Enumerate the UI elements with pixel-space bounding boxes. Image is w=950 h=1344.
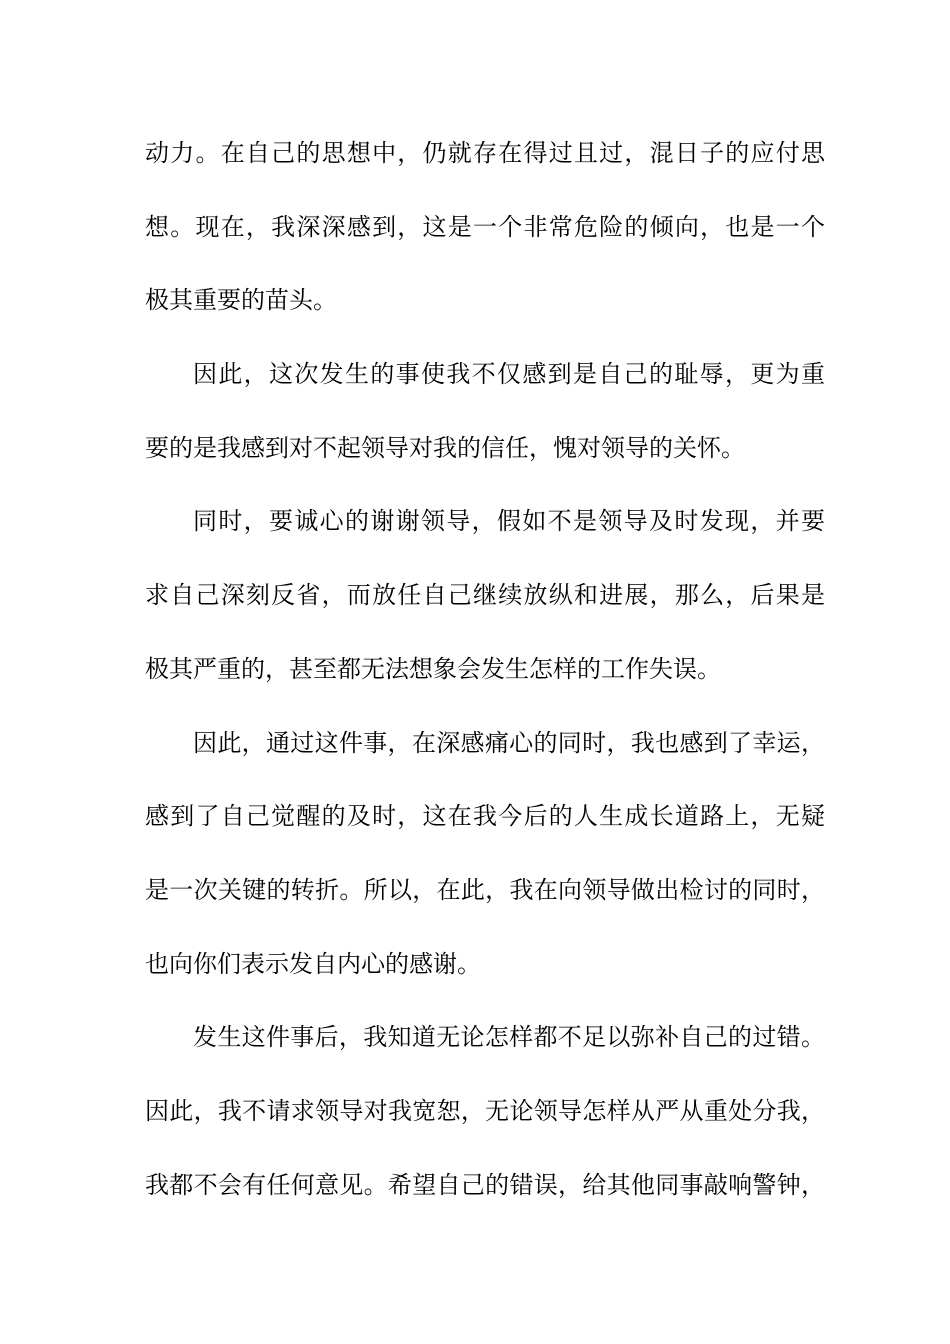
text-line: 动力。在自己的思想中，仍就存在得过且过，混日子的应付思 (145, 139, 825, 167)
text-line: 因此，这次发生的事使我不仅感到是自己的耻辱，更为重 (193, 360, 825, 389)
text-line: 想。现在，我深深感到，这是一个非常危险的倾向，也是一个 (145, 212, 825, 241)
text-line: 因此，通过这件事，在深感痛心的同时，我也感到了幸运， (193, 728, 825, 757)
text-line: 感到了自己觉醒的及时，这在我今后的人生成长道路上，无疑 (145, 802, 825, 831)
text-line: 因此，我不请求领导对我宽恕，无论领导怎样从严从重处分我， (145, 1096, 825, 1125)
text-line: 发生这件事后，我知道无论怎样都不足以弥补自己的过错。 (193, 1023, 825, 1052)
text-line: 我都不会有任何意见。希望自己的错误，给其他同事敲响警钟， (145, 1170, 825, 1199)
body-text (145, 131, 825, 1236)
text-line: 求自己深刻反省，而放任自己继续放纵和进展，那么，后果是 (145, 581, 825, 610)
text-line: 要的是我感到对不起领导对我的信任，愧对领导的关怀。 (145, 433, 745, 462)
text-line: 也向你们表示发自内心的感谢。 (145, 949, 481, 978)
text-line: 同时，要诚心的谢谢领导，假如不是领导及时发现，并要 (193, 507, 825, 536)
text-line: 极其重要的苗头。 (145, 286, 337, 315)
text-line: 是一次关键的转折。所以，在此，我在向领导做出检讨的同时， (145, 875, 825, 904)
text-line: 极其严重的，甚至都无法想象会发生怎样的工作失误。 (145, 654, 721, 683)
